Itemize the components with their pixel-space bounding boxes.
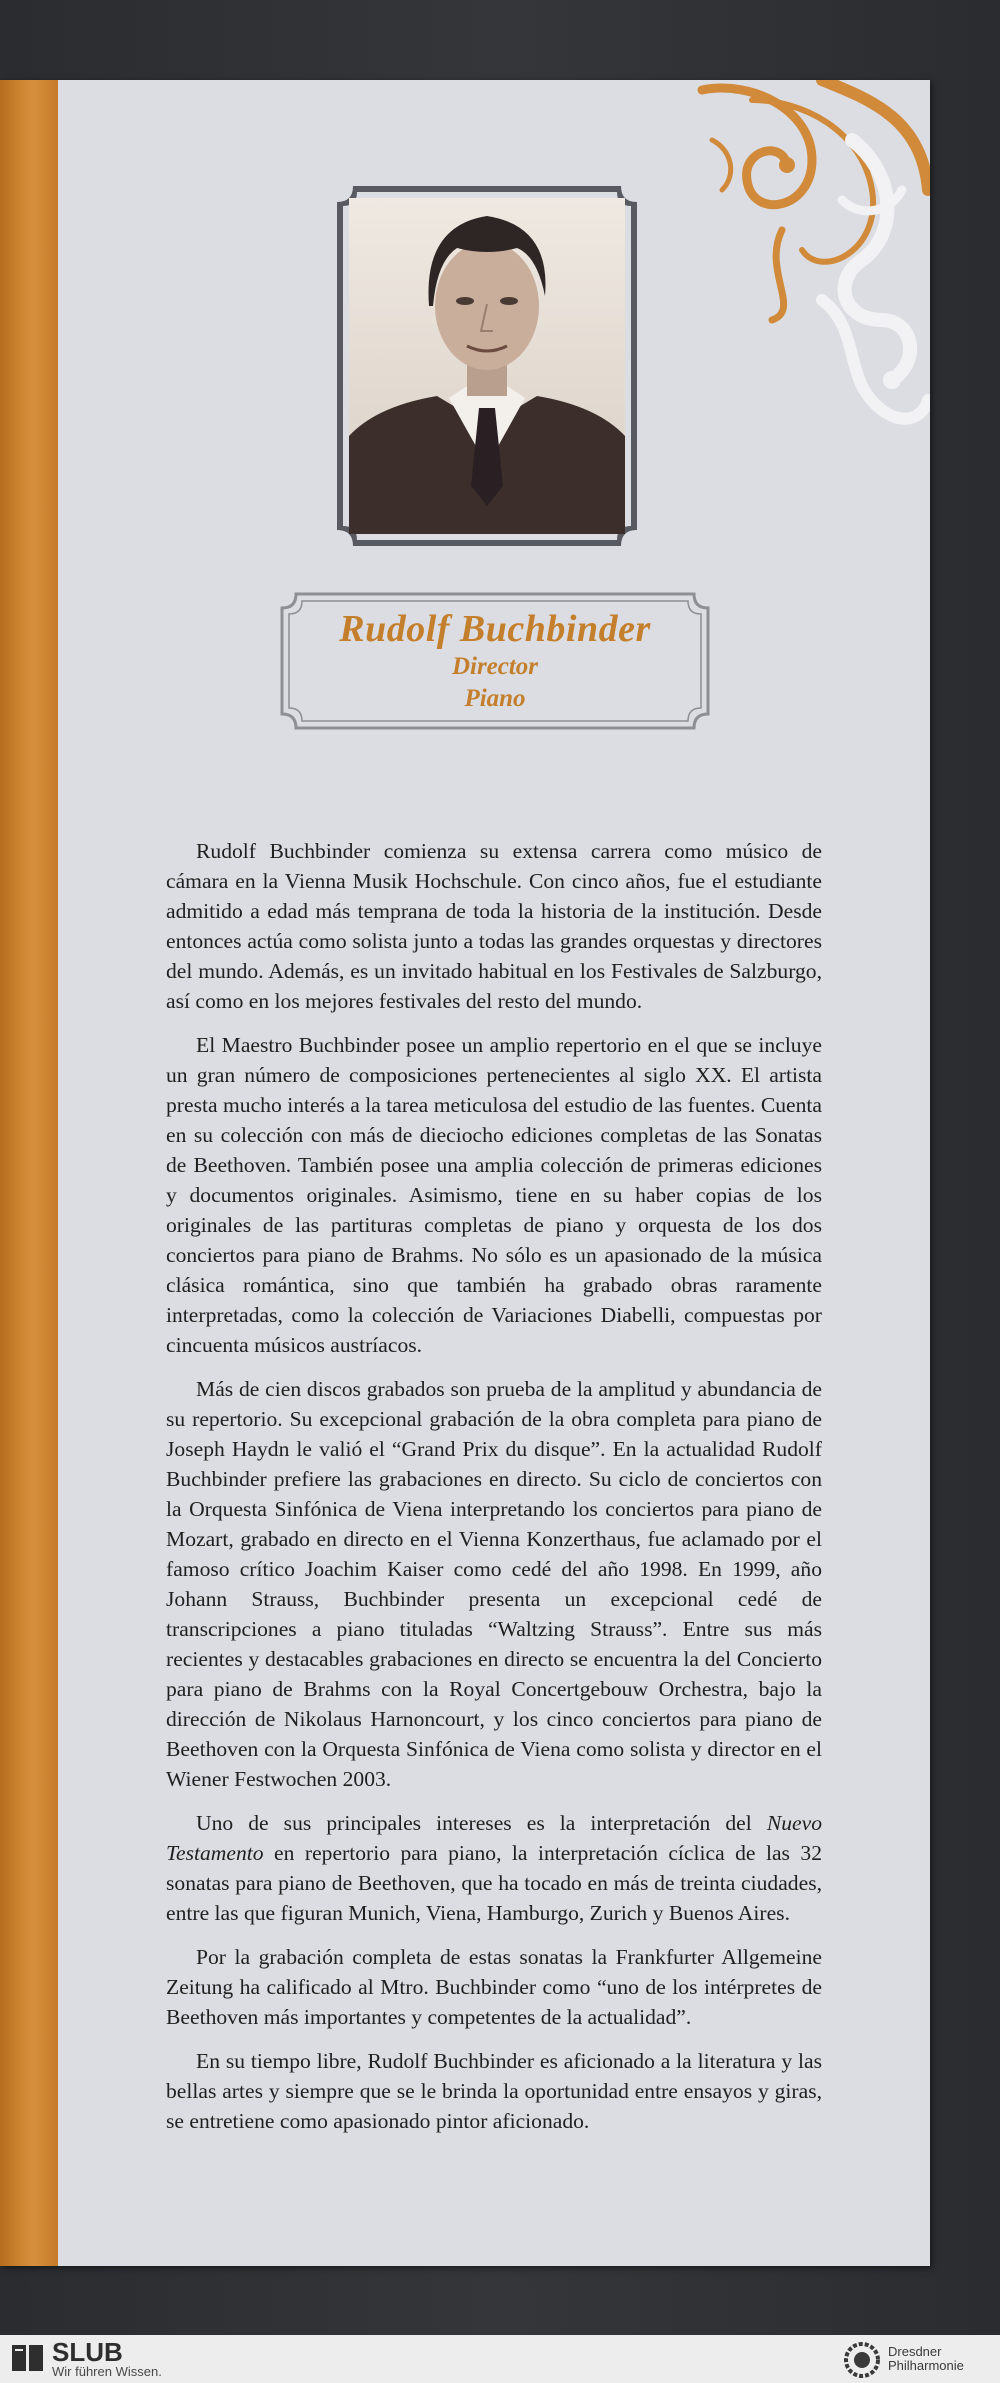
paragraph: En su tiempo libre, Rudolf Buchbinder es aficionado a la literatura y las bellas artes y siempre que se le brinda la oportunidad entre ensayos y giras, se entretiene como apasionado pintor aficionado. (166, 2049, 822, 2133)
slub-logo-text: SLUB (52, 2337, 123, 2367)
floral-ornament-icon (692, 80, 930, 460)
orange-edge-strip (0, 80, 58, 2266)
paragraph: Rudolf Buchbinder comienza su extensa carrera como músico de cámara en la Vienna Musik Hochschule. Con cinco años, fue el estudiante admitido a edad más temprana de toda la historia de la institución. Desde entonces actúa como solista junto a todas las grandes orquestas y directores del mundo. Además, es un invitado habitual en los Festivales de Salzburgo, así como en los mejores festivales del resto del mundo. (166, 839, 822, 1013)
role-director: Director (451, 653, 539, 680)
book-icon (12, 2345, 46, 2371)
philharmonie-line-1: Dresdner (888, 2344, 942, 2359)
portrait-photo (337, 186, 637, 546)
footer-bar (0, 2335, 1000, 2383)
artist-name: Rudolf Buchbinder (339, 608, 651, 650)
paragraph: El Maestro Buchbinder posee un amplio repertorio en el que se incluye un gran número de composiciones pertenecientes al siglo XX. El artista presta mucho interés a la tarea meticulosa del estudio de las fuentes. Cuenta en su colección con más de dieciocho ediciones completas de las Sonatas de Beethoven. También posee una amplia colección de primeras ediciones y documentos originales. Asimismo, tiene en su haber copias de los originales de las partituras completas de piano y orquesta de los dos conciertos para piano de Brahms. No sólo es un apasionado de la música clásica romántica, sino que también ha grabado obras raramente interpretadas, como la colección de Variaciones Diabelli, compuestas por cincuenta músicos austríacos. (166, 1033, 822, 1357)
philharmonie-logo-icon (842, 2340, 882, 2380)
slub-tagline: Wir führen Wissen. (52, 2364, 162, 2379)
paragraph: Más de cien discos grabados son prueba de la amplitud y abundancia de su repertorio. Su excepcional grabación de la obra completa para piano de Joseph Haydn le valió el “Grand Prix du disque”. En la actualidad Rudolf Buchbinder prefiere las grabaciones en directo. Su ciclo de conciertos con la Orquesta Sinfónica de Viena interpretando los conciertos para piano de Mozart, grabado en directo en el Vienna Konzerthaus, fue aclamado por el famoso crítico Joachim Kaiser como cedé del año 1998. En 1999, año Johann Strauss, Buchbinder presenta un excepcional cedé de transcripciones a piano tituladas “Waltzing Strauss”. Entre sus más recientes y destacables grabaciones en directo se encuentra la del Concierto para piano de Brahms con la Royal Concertgebouw Orchestra, bajo la dirección de Nikolaus Harnoncourt, y los cinco conciertos para piano de Beethoven con la Orquesta Sinfónica de Viena como solista y director en el Wiener Festwochen 2003. (166, 1377, 822, 1791)
program-page (0, 80, 930, 2266)
paragraph-text: Uno de sus principales intereses es la interpretación del (196, 1811, 767, 1835)
paragraph: Por la grabación completa de estas sonatas la Frankfurter Allgemeine Zeitung ha calificado al Mtro. Buchbinder como “uno de los intérpretes de Beethoven más importantes y competentes de la actualidad”. (166, 1945, 822, 2029)
italic-title: Nuevo Testamento (166, 1811, 822, 1865)
philharmonie-name (888, 2345, 964, 2373)
philharmonie-line-2: Philharmonie (888, 2358, 964, 2373)
title-box (280, 592, 710, 730)
paragraph (166, 1808, 822, 1928)
role-piano: Piano (464, 685, 526, 712)
paragraph-text: en repertorio para piano, la interpretación cíclica de las 32 sonatas para piano de Beethoven, que ha tocado en más de treinta ciudades, entre las que figuran Munich, Viena, Hamburgo, Zurich y Buenos Aires. (166, 1841, 822, 1925)
biography-text (166, 836, 822, 2150)
